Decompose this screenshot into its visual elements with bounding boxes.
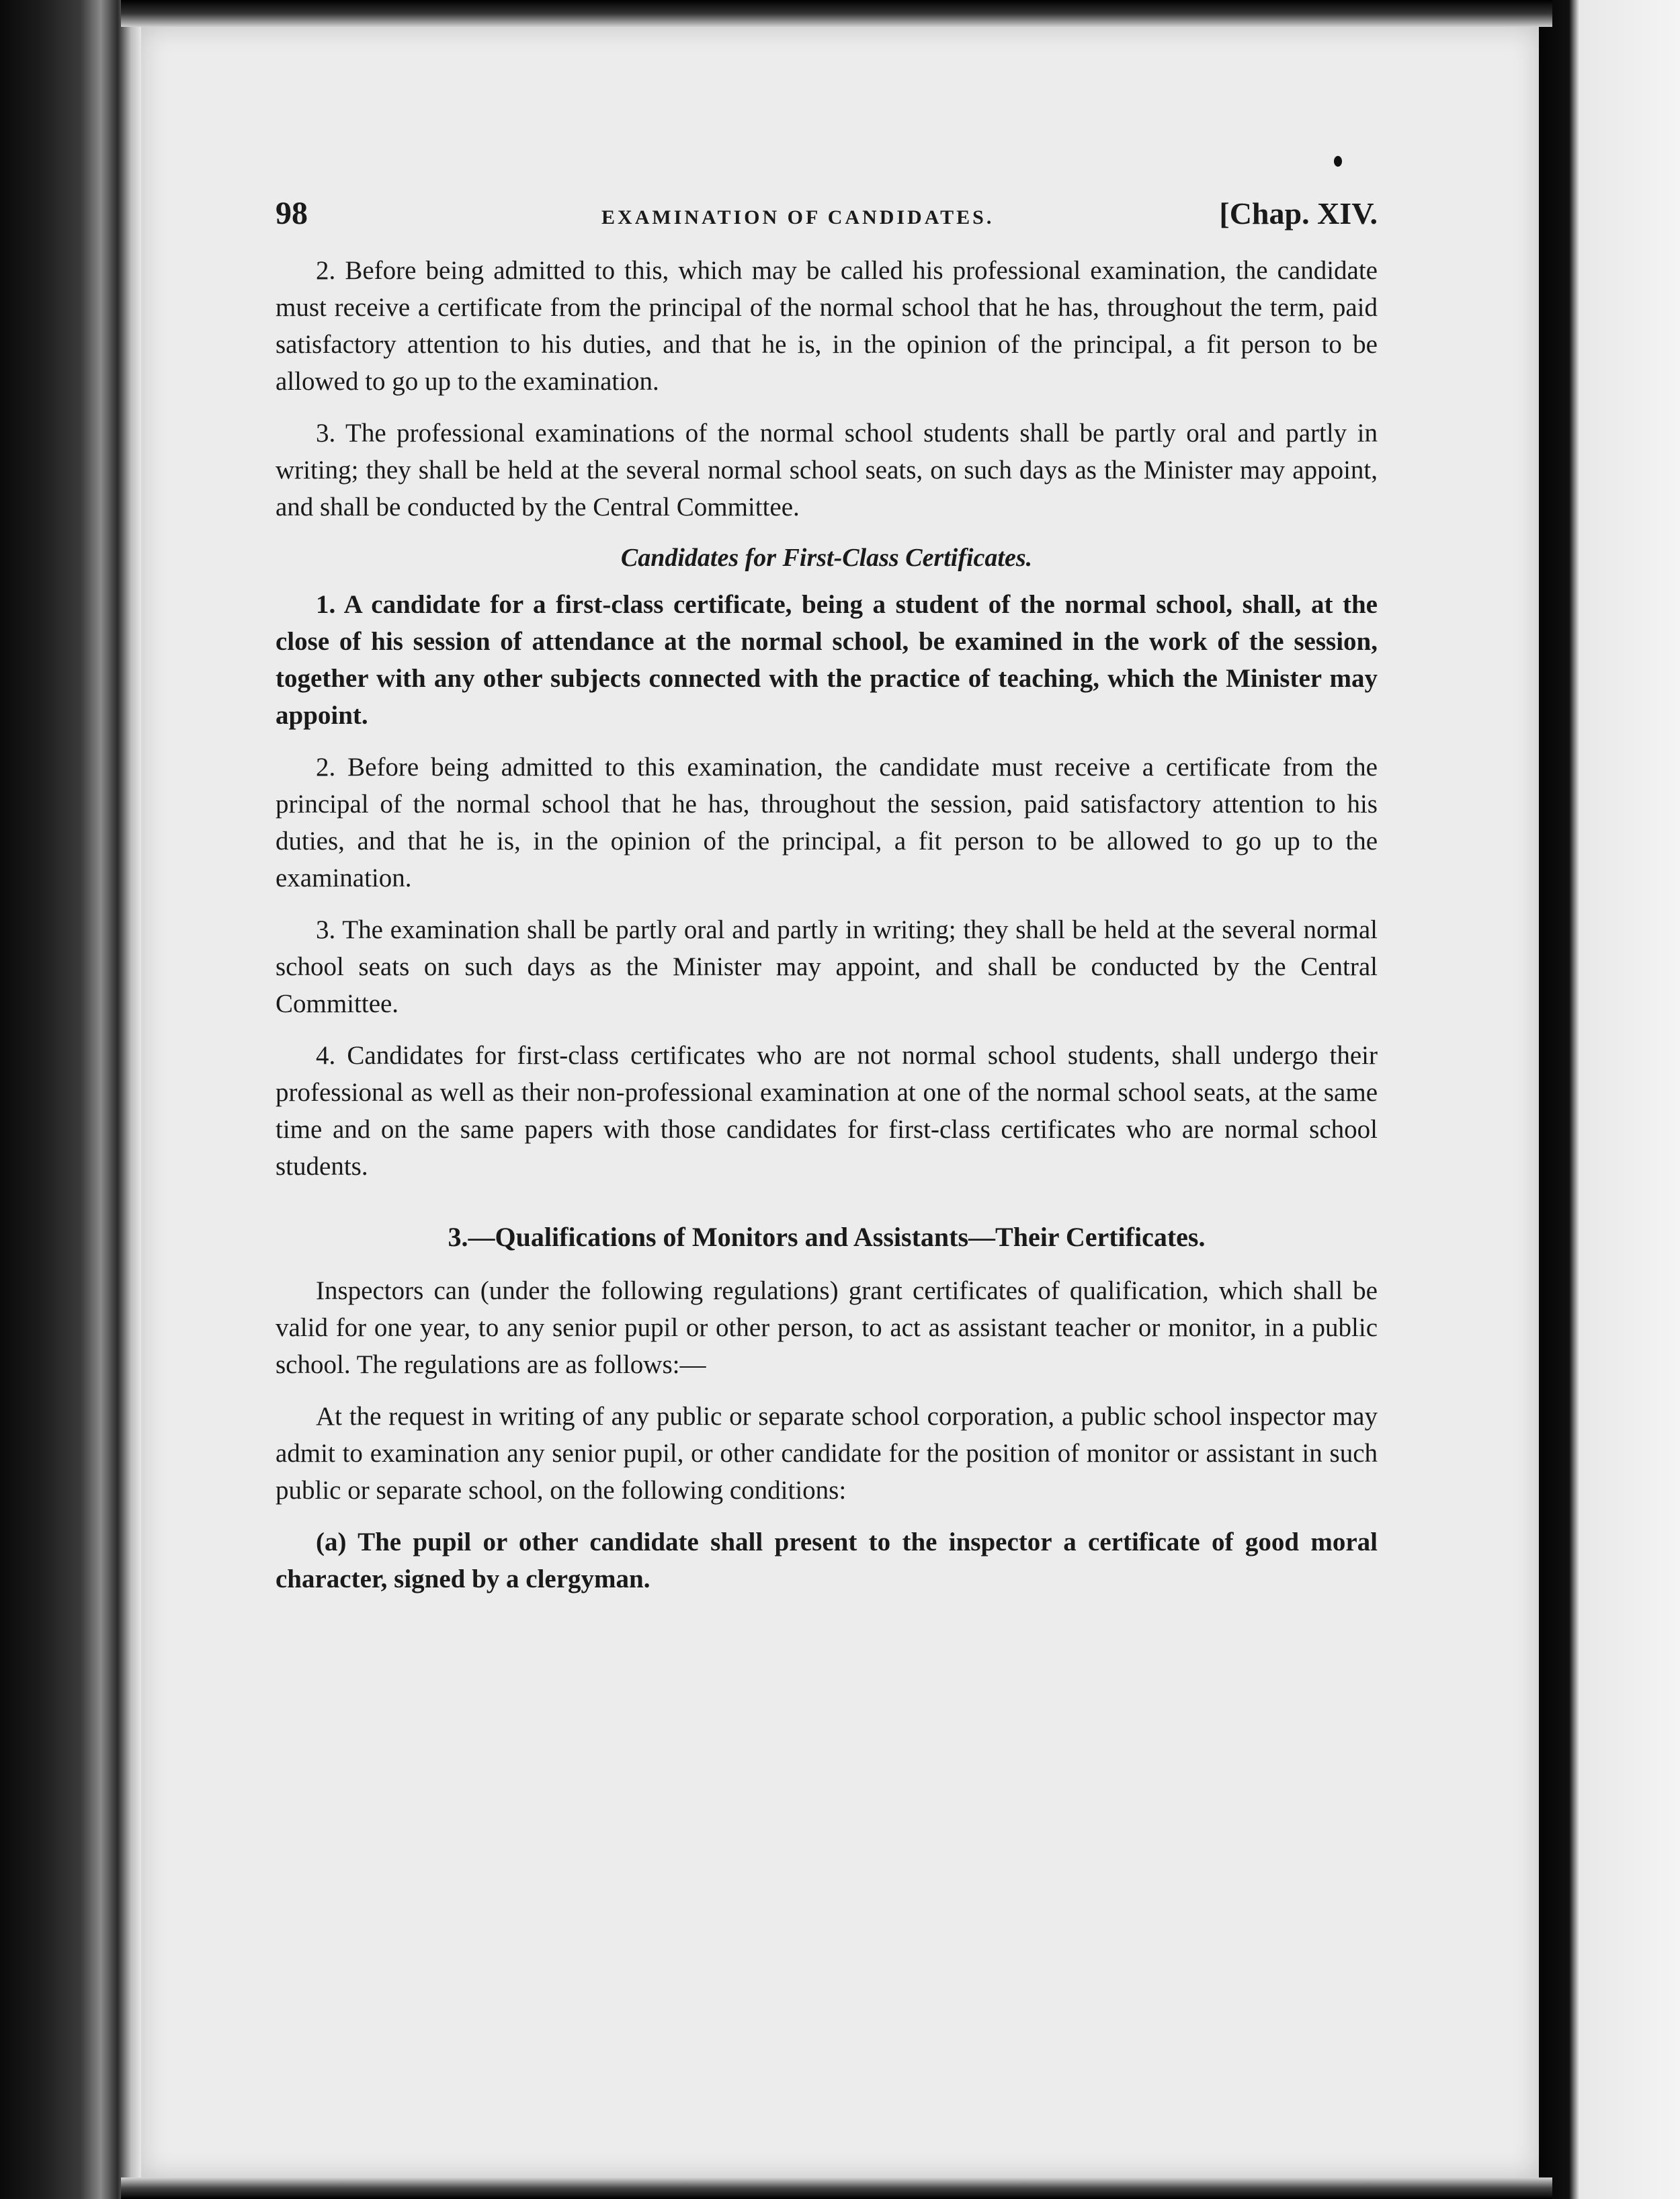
scan-border-top [121,0,1552,27]
paragraph: (a) The pupil or other candidate shall present to the inspector a certificate of good moral character, signed by a clergyman. [276,1528,1378,1593]
section-heading-monitors: 3.—Qualifications of Monitors and Assistants—Their Certificates. [448,1222,1206,1252]
paragraph: 3. The professional examinations of the normal school students shall be partly oral and partly in writing; they shall be held at the several normal school seats, on such days as the Minister may appoint, and shall be conducted by the Central Committee. [276,419,1378,522]
scan-border-left [0,0,141,2199]
scan-border-right [1539,0,1680,2199]
running-head [276,195,1378,232]
section-heading-first-class: Candidates for First-Class Certificates. [620,544,1033,572]
page-text-block [276,195,1378,1612]
paragraph: 2. Before being admitted to this, which may be called his professional examination, the candidate must receive a certificate from the principal of the normal school that he has, throughout the term, paid satisfactory attention to his duties, and that he is, in the opinion of the principal, a fit person to be allowed to go up to the examination. [276,256,1378,396]
paragraph: Inspectors can (under the following regulations) grant certificates of qualification, which shall be valid for one year, to any senior pupil or other person, to act as assistant teacher or monitor, in a public school. The regulations are as follows:— [276,1276,1378,1379]
scan-border-bottom [121,2177,1552,2199]
chapter-reference: [Chap. XIV. [1219,196,1378,231]
paragraph: 3. The examination shall be partly oral and partly in writing; they shall be held at the several normal school seats on such days as the Minister may appoint, and shall be conducted by the Central Committee. [276,915,1378,1018]
ink-speck [1334,156,1342,167]
paragraph: 1. A candidate for a first-class certificate, being a student of the normal school, shall, at the close of his session of attendance at the normal school, be examined in the work of the session, together with any other subjects connected with the practice of teaching, which the Minister may appoint. [276,590,1378,730]
paragraph: 2. Before being admitted to this examination, the candidate must receive a certificate from the principal of the normal school that he has, throughout the session, paid satisfactory attention to his duties, and that he is, in the opinion of the principal, a fit person to be allowed to go up to the examination. [276,753,1378,893]
paragraph: 4. Candidates for first-class certificates who are not normal school students, shall undergo their professional as well as their non-professional examination at one of the normal school seats, at the same time and on the same papers with those candidates for first-class certificates who are normal school students. [276,1041,1378,1181]
paragraph: At the request in writing of any public or separate school corporation, a public school inspector may admit to examination any senior pupil, or other candidate for the position of monitor or assistant in such public or separate school, on the following conditions: [276,1402,1378,1505]
page-number: 98 [276,196,308,231]
running-title: EXAMINATION OF CANDIDATES. [601,206,995,229]
